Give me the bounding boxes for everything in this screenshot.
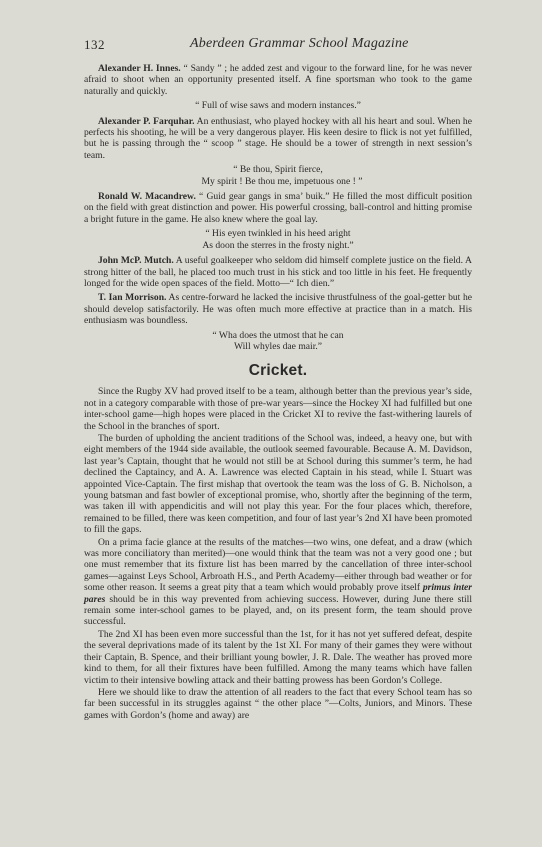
player-description: “ Sandy ” ; he added zest and vigour to the forward line, for he was never afraid to shoot when an opportunity presented itself. A fine sportsman who took to the game naturally and quickly.: [84, 63, 472, 97]
running-head: [84, 37, 472, 57]
magazine-title: Aberdeen Grammar School Magazine: [190, 36, 409, 51]
latin-phrase: primus inter pares: [84, 582, 472, 605]
player-name: Ronald W. Macandrew.: [98, 191, 196, 203]
body-paragraph: The burden of upholding the ancient traditions of the School was, indeed, a heavy one, but with eight members of the 1944 side available, the outlook seemed favourable. Because A. M. Davidson, last year’s Captain, thought that he would not still be at School during this summer’s term, he had declined the Captaincy, and A. A. Lawrence was elected Captain in his stead, while I. Stuart was appointed Vice-Captain. The first mishap that overtook the team was the loss of G. B. Nicholson, a young batsman and fast bowler of exceptional promise, who, shortly after the beginning of the term, was taken ill with appendicitis and will not play this year. For the four places which, therefore, remained to be filled, there was keen competition, and four of last year’s 2nd XI have been promoted to fill the gaps.: [84, 432, 472, 536]
player-description: A useful goalkeeper who seldom did himself complete justice on the field. A strong hitter of the ball, he placed too much trust in his stick and too little in his feet. He frequently longed for the wide open spaces of the field. Motto—“ Ich dien.”: [84, 255, 472, 289]
player-name: T. Ian Morrison.: [98, 292, 167, 304]
player-description: An enthusiast, who played hockey with all his heart and soul. When he perfects his shooting, he will be a very dangerous player. His keen desire to flick is not yet fulfilled, but he is passing through the “ scoop ” stage. He should be a tower of strength in next session’s team.: [84, 115, 472, 161]
quote-line: “ His eyen twinkled in his heed aright: [205, 228, 351, 240]
player-entry: [84, 255, 472, 289]
quote-line: Will whyles dae mair.”: [233, 340, 323, 352]
quote-line: “ Be thou, Spirit fierce,: [233, 164, 323, 176]
body-text: should be in this way prevented from achieving success. However, during June there still remain some inter-school games to be played, and, on its present form, the team should prove successful.: [84, 593, 472, 628]
quote-line: As doon the sterres in the frosty night.”: [202, 239, 354, 251]
quote-line: “ Full of wise saws and modern instances.”: [195, 100, 361, 112]
quote-line: My spirit ! Be thou me, impetuous one ! ”: [201, 175, 363, 187]
player-name: John McP. Mutch.: [98, 255, 174, 267]
verse-quote: [84, 100, 472, 111]
section-heading: Cricket.: [248, 362, 308, 380]
verse-quote: [84, 330, 472, 353]
player-entry: [84, 292, 472, 326]
body-paragraph: Since the Rugby XV had proved itself to be a team, although better than the previous year’s side, not in a category comparable with those of pre-war years—since the Hockey XI had fulfilled but one inter-school game—high hopes were placed in the Cricket XI to revive the fast-withering laurels of the School in the branches of sport.: [84, 386, 472, 432]
player-entry: [84, 116, 472, 162]
verse-quote: [84, 228, 472, 251]
quote-line: “ Wha does the utmost that he can: [212, 329, 344, 341]
page-number: 132: [84, 37, 105, 52]
player-entry: [84, 63, 472, 97]
body-paragraph: Here we should like to draw the attention of all readers to the fact that every School team has so far been successful in its struggles against “ the other place ”—Colts, Juniors, and Minors. These games with Gordon’s (home and away) are: [84, 686, 472, 721]
player-description: As centre-forward he lacked the incisive thrustfulness of the goal-getter but he should develop satisfactorily. He was often much more effective at practice than in a match. His enthusiasm was boundless.: [84, 292, 473, 327]
body-paragraph: The 2nd XI has been even more successful than the 1st, for it has not yet suffered defeat, despite the several deprivations made of its talent by the 1st XI. For many of their games they were without their Captain, B. Spence, and their brilliant young bowler, J. R. Dale. The weather has proved more kind to them, for all their fixtures have been fulfilled. Among the many teams which have fallen victim to their intensive bowling attack and their batting prowess has been Gordon’s College.: [84, 628, 472, 686]
player-description: “ Guid gear gangs in sma’ buik.” He filled the most difficult position on the field with great distinction and power. His powerful crossing, ball-control and hitting promise a bright future in the game. He also knew where the goal lay.: [84, 191, 472, 225]
verse-quote: [84, 164, 472, 187]
player-name: Alexander H. Innes.: [98, 63, 181, 74]
player-entry: [84, 191, 472, 225]
body-paragraph: [84, 537, 472, 628]
player-name: Alexander P. Farquhar.: [98, 115, 195, 127]
body-text: On a prima facie glance at the results of the matches—two wins, one defeat, and a draw (which was more conciliatory than merited)—one would think that the team was not a very good one ; but one must remember that its fixture list has been marred by the cancellation of three inter-school games—against Leys School, Arbroath H.S., and Perth Academy—either through bad weather or for some other reason. It seems a great pity that a team which would probably prove itself: [84, 536, 472, 594]
